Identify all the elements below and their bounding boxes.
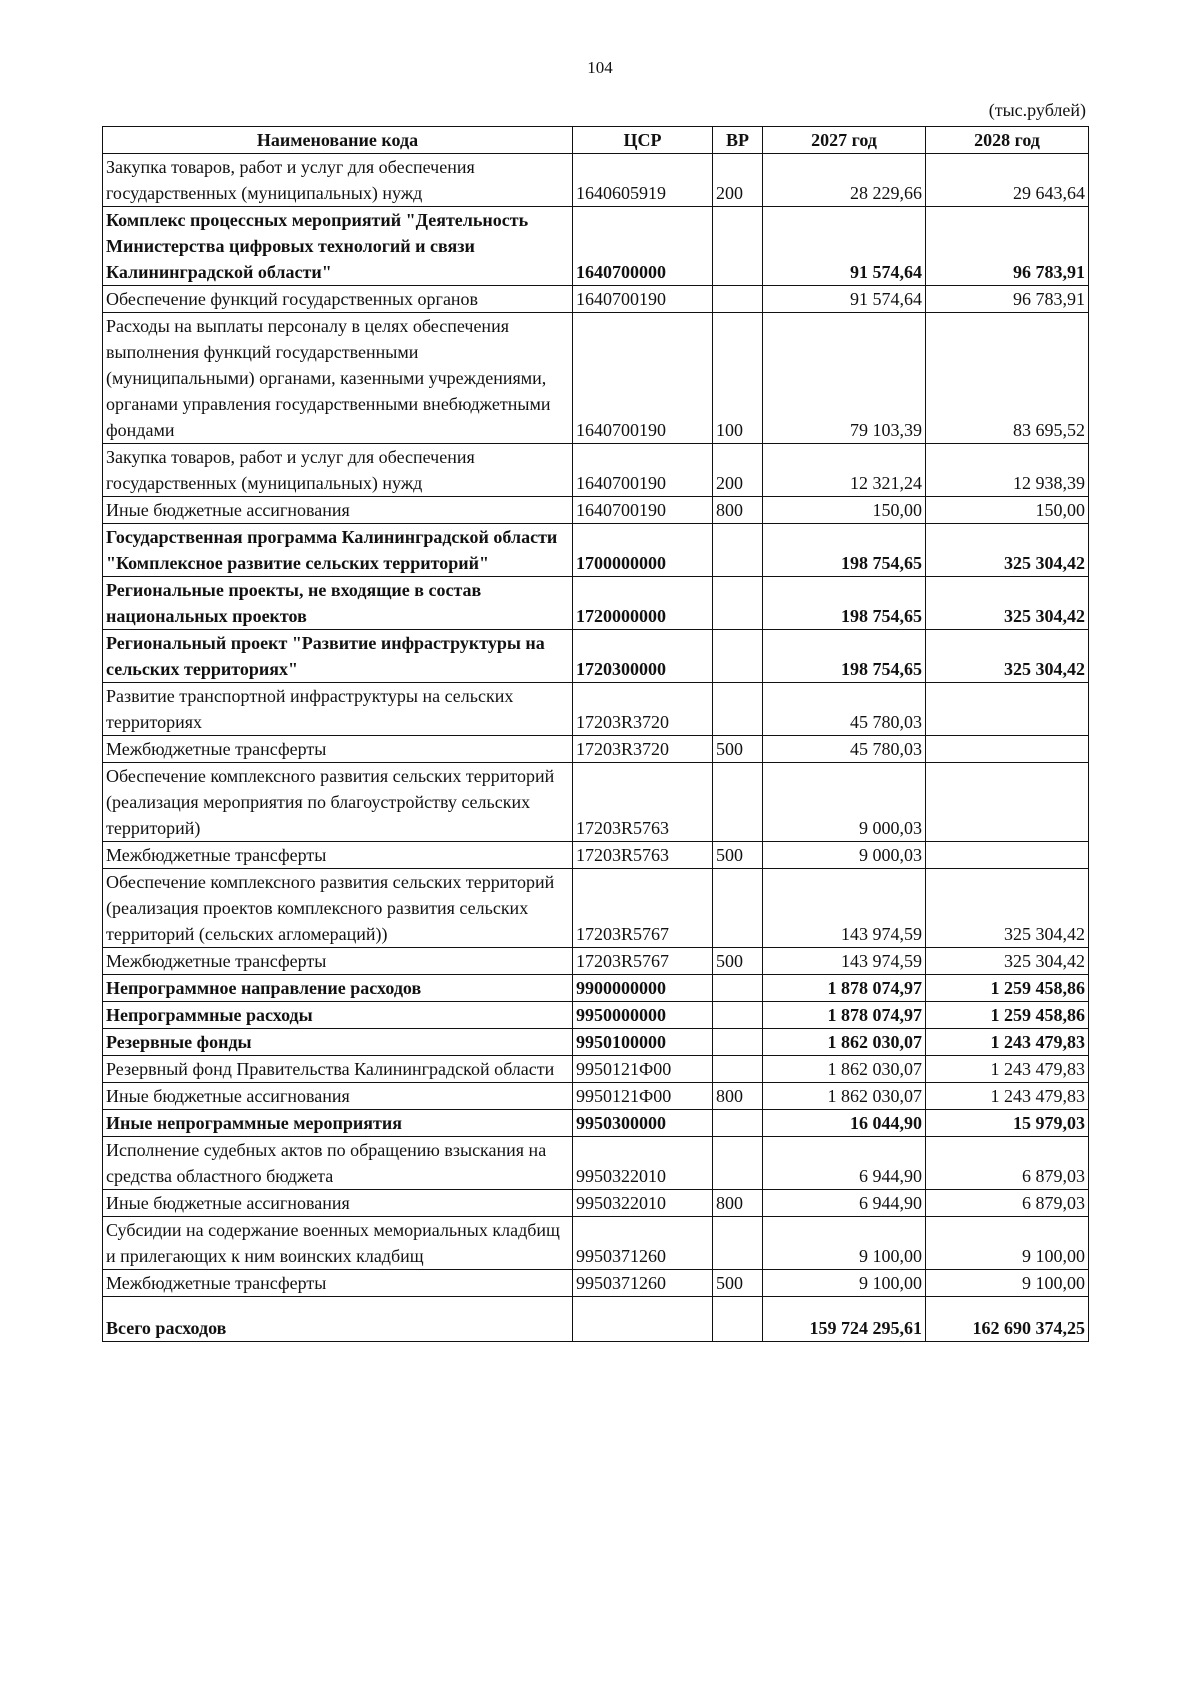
budget-table bbox=[102, 126, 1089, 1342]
header-2028: 2028 год bbox=[926, 127, 1089, 154]
cell-vr bbox=[713, 1056, 763, 1083]
cell-2027: 1 862 030,07 bbox=[763, 1029, 926, 1056]
table-row bbox=[103, 763, 1089, 842]
table-row bbox=[103, 1137, 1089, 1190]
cell-2028: 6 879,03 bbox=[926, 1137, 1089, 1190]
cell-csr: 17203R3720 bbox=[573, 736, 713, 763]
cell-2028: 9 100,00 bbox=[926, 1217, 1089, 1270]
cell-vr: 800 bbox=[713, 1083, 763, 1110]
cell-2027: 91 574,64 bbox=[763, 207, 926, 286]
cell-csr: 9900000000 bbox=[573, 975, 713, 1002]
table-row bbox=[103, 1110, 1089, 1137]
cell-2028: 96 783,91 bbox=[926, 207, 1089, 286]
cell-name: Резервные фонды bbox=[103, 1029, 573, 1056]
cell-csr: 1700000000 bbox=[573, 524, 713, 577]
total-label: Всего расходов bbox=[103, 1297, 573, 1342]
total-2028: 162 690 374,25 bbox=[926, 1297, 1089, 1342]
table-row bbox=[103, 497, 1089, 524]
cell-2028: 325 304,42 bbox=[926, 630, 1089, 683]
cell-2028: 150,00 bbox=[926, 497, 1089, 524]
table-row bbox=[103, 524, 1089, 577]
cell-2027: 45 780,03 bbox=[763, 736, 926, 763]
table-row bbox=[103, 683, 1089, 736]
table-row bbox=[103, 869, 1089, 948]
cell-vr: 800 bbox=[713, 1190, 763, 1217]
header-name: Наименование кода bbox=[103, 127, 573, 154]
cell-csr: 1640700000 bbox=[573, 207, 713, 286]
cell-vr: 200 bbox=[713, 154, 763, 207]
cell-vr: 500 bbox=[713, 842, 763, 869]
cell-vr: 500 bbox=[713, 1270, 763, 1297]
cell-2027: 6 944,90 bbox=[763, 1137, 926, 1190]
cell-csr: 17203R5763 bbox=[573, 763, 713, 842]
header-csr: ЦСР bbox=[573, 127, 713, 154]
cell-name: Непрограммные расходы bbox=[103, 1002, 573, 1029]
cell-2027: 45 780,03 bbox=[763, 683, 926, 736]
table-row bbox=[103, 577, 1089, 630]
cell-name: Субсидии на содержание военных мемориальных кладбищ и прилегающих к ним воинских кладбищ bbox=[103, 1217, 573, 1270]
table-row bbox=[103, 207, 1089, 286]
table-row bbox=[103, 1029, 1089, 1056]
cell-csr: 17203R5767 bbox=[573, 869, 713, 948]
cell-2027: 79 103,39 bbox=[763, 313, 926, 444]
table-row bbox=[103, 1217, 1089, 1270]
cell-name: Закупка товаров, работ и услуг для обеспечения государственных (муниципальных) нужд bbox=[103, 154, 573, 207]
cell-2027: 9 100,00 bbox=[763, 1270, 926, 1297]
cell-name: Расходы на выплаты персоналу в целях обеспечения выполнения функций государственными (муниципальными) органами, казенными учреждениями, органами управления государственными внебюджетными фондами bbox=[103, 313, 573, 444]
cell-2028 bbox=[926, 683, 1089, 736]
total-2027: 159 724 295,61 bbox=[763, 1297, 926, 1342]
cell-name: Обеспечение комплексного развития сельских территорий (реализация проектов комплексного развития сельских территорий (сельских агломераций)) bbox=[103, 869, 573, 948]
cell-vr bbox=[713, 1029, 763, 1056]
cell-2028: 1 243 479,83 bbox=[926, 1056, 1089, 1083]
cell-csr: 17203R3720 bbox=[573, 683, 713, 736]
cell-name: Исполнение судебных актов по обращению взыскания на средства областного бюджета bbox=[103, 1137, 573, 1190]
cell-2027: 16 044,90 bbox=[763, 1110, 926, 1137]
cell-2028 bbox=[926, 736, 1089, 763]
cell-2027: 6 944,90 bbox=[763, 1190, 926, 1217]
cell-vr bbox=[713, 630, 763, 683]
units-note: (тыс.рублей) bbox=[988, 100, 1086, 120]
cell-csr: 9950300000 bbox=[573, 1110, 713, 1137]
table-row bbox=[103, 1083, 1089, 1110]
table-row bbox=[103, 313, 1089, 444]
cell-csr: 9950322010 bbox=[573, 1137, 713, 1190]
cell-vr bbox=[713, 683, 763, 736]
cell-2027: 9 100,00 bbox=[763, 1217, 926, 1270]
table-body bbox=[103, 154, 1089, 1297]
cell-csr: 9950121Ф00 bbox=[573, 1083, 713, 1110]
total-vr bbox=[713, 1297, 763, 1342]
cell-2028: 6 879,03 bbox=[926, 1190, 1089, 1217]
cell-csr: 1640700190 bbox=[573, 497, 713, 524]
cell-2028: 1 259 458,86 bbox=[926, 975, 1089, 1002]
cell-csr: 9950371260 bbox=[573, 1217, 713, 1270]
total-row bbox=[103, 1297, 1089, 1342]
cell-2028: 325 304,42 bbox=[926, 869, 1089, 948]
table-row bbox=[103, 630, 1089, 683]
cell-name: Межбюджетные трансферты bbox=[103, 842, 573, 869]
cell-name: Межбюджетные трансферты bbox=[103, 736, 573, 763]
cell-name: Развитие транспортной инфраструктуры на сельских территориях bbox=[103, 683, 573, 736]
cell-csr: 1720000000 bbox=[573, 577, 713, 630]
cell-2027: 198 754,65 bbox=[763, 630, 926, 683]
cell-2027: 143 974,59 bbox=[763, 948, 926, 975]
cell-name: Региональный проект "Развитие инфраструктуры на сельских территориях" bbox=[103, 630, 573, 683]
cell-2028: 83 695,52 bbox=[926, 313, 1089, 444]
cell-name: Государственная программа Калининградской области "Комплексное развитие сельских территорий" bbox=[103, 524, 573, 577]
cell-name: Комплекс процессных мероприятий "Деятельность Министерства цифровых технологий и связи Калининградской области" bbox=[103, 207, 573, 286]
header-vr: ВР bbox=[713, 127, 763, 154]
cell-name: Обеспечение функций государственных органов bbox=[103, 286, 573, 313]
cell-2027: 1 862 030,07 bbox=[763, 1056, 926, 1083]
cell-csr: 1640700190 bbox=[573, 444, 713, 497]
cell-2028: 1 243 479,83 bbox=[926, 1029, 1089, 1056]
cell-name: Региональные проекты, не входящие в состав национальных проектов bbox=[103, 577, 573, 630]
cell-2028: 15 979,03 bbox=[926, 1110, 1089, 1137]
header-2027: 2027 год bbox=[763, 127, 926, 154]
cell-2027: 150,00 bbox=[763, 497, 926, 524]
cell-vr bbox=[713, 207, 763, 286]
cell-csr: 1640605919 bbox=[573, 154, 713, 207]
cell-csr: 9950322010 bbox=[573, 1190, 713, 1217]
cell-2028 bbox=[926, 763, 1089, 842]
table-row bbox=[103, 736, 1089, 763]
cell-2028: 9 100,00 bbox=[926, 1270, 1089, 1297]
cell-name: Межбюджетные трансферты bbox=[103, 948, 573, 975]
cell-2027: 91 574,64 bbox=[763, 286, 926, 313]
table-row bbox=[103, 286, 1089, 313]
cell-csr: 17203R5763 bbox=[573, 842, 713, 869]
cell-2027: 1 878 074,97 bbox=[763, 1002, 926, 1029]
table-header-row bbox=[103, 127, 1089, 154]
cell-2028: 325 304,42 bbox=[926, 524, 1089, 577]
cell-2027: 1 862 030,07 bbox=[763, 1083, 926, 1110]
table-row bbox=[103, 1190, 1089, 1217]
cell-vr bbox=[713, 577, 763, 630]
cell-csr: 9950121Ф00 bbox=[573, 1056, 713, 1083]
cell-csr: 9950100000 bbox=[573, 1029, 713, 1056]
cell-name: Межбюджетные трансферты bbox=[103, 1270, 573, 1297]
page-number: 104 bbox=[587, 58, 613, 77]
cell-2028: 1 243 479,83 bbox=[926, 1083, 1089, 1110]
cell-csr: 9950000000 bbox=[573, 1002, 713, 1029]
cell-csr: 17203R5767 bbox=[573, 948, 713, 975]
cell-csr: 1640700190 bbox=[573, 286, 713, 313]
table-row bbox=[103, 975, 1089, 1002]
cell-2027: 198 754,65 bbox=[763, 577, 926, 630]
cell-2027: 1 878 074,97 bbox=[763, 975, 926, 1002]
cell-vr bbox=[713, 1002, 763, 1029]
table-row bbox=[103, 444, 1089, 497]
cell-2027: 12 321,24 bbox=[763, 444, 926, 497]
cell-vr: 500 bbox=[713, 948, 763, 975]
cell-name: Иные бюджетные ассигнования bbox=[103, 1083, 573, 1110]
cell-vr bbox=[713, 1217, 763, 1270]
cell-2027: 28 229,66 bbox=[763, 154, 926, 207]
total-csr bbox=[573, 1297, 713, 1342]
cell-2027: 198 754,65 bbox=[763, 524, 926, 577]
cell-vr: 800 bbox=[713, 497, 763, 524]
table-row bbox=[103, 948, 1089, 975]
table-row bbox=[103, 1270, 1089, 1297]
cell-vr bbox=[713, 286, 763, 313]
cell-vr bbox=[713, 763, 763, 842]
cell-name: Закупка товаров, работ и услуг для обеспечения государственных (муниципальных) нужд bbox=[103, 444, 573, 497]
cell-vr: 500 bbox=[713, 736, 763, 763]
cell-vr bbox=[713, 869, 763, 948]
cell-vr bbox=[713, 524, 763, 577]
cell-vr bbox=[713, 1110, 763, 1137]
cell-2027: 9 000,03 bbox=[763, 842, 926, 869]
cell-vr bbox=[713, 1137, 763, 1190]
cell-2028: 325 304,42 bbox=[926, 948, 1089, 975]
cell-name: Иные бюджетные ассигнования bbox=[103, 1190, 573, 1217]
cell-2028: 1 259 458,86 bbox=[926, 1002, 1089, 1029]
cell-name: Непрограммное направление расходов bbox=[103, 975, 573, 1002]
cell-2028: 96 783,91 bbox=[926, 286, 1089, 313]
cell-2028: 29 643,64 bbox=[926, 154, 1089, 207]
table-row bbox=[103, 1056, 1089, 1083]
cell-name: Иные непрограммные мероприятия bbox=[103, 1110, 573, 1137]
cell-vr: 200 bbox=[713, 444, 763, 497]
cell-name: Обеспечение комплексного развития сельских территорий (реализация мероприятия по благоустройству сельских территорий) bbox=[103, 763, 573, 842]
cell-2028 bbox=[926, 842, 1089, 869]
cell-name: Иные бюджетные ассигнования bbox=[103, 497, 573, 524]
cell-csr: 1640700190 bbox=[573, 313, 713, 444]
table-row bbox=[103, 1002, 1089, 1029]
cell-2028: 325 304,42 bbox=[926, 577, 1089, 630]
cell-2028: 12 938,39 bbox=[926, 444, 1089, 497]
cell-vr: 100 bbox=[713, 313, 763, 444]
cell-name: Резервный фонд Правительства Калининградской области bbox=[103, 1056, 573, 1083]
cell-2027: 9 000,03 bbox=[763, 763, 926, 842]
cell-csr: 9950371260 bbox=[573, 1270, 713, 1297]
cell-2027: 143 974,59 bbox=[763, 869, 926, 948]
table-row bbox=[103, 842, 1089, 869]
table-row bbox=[103, 154, 1089, 207]
cell-vr bbox=[713, 975, 763, 1002]
cell-csr: 1720300000 bbox=[573, 630, 713, 683]
